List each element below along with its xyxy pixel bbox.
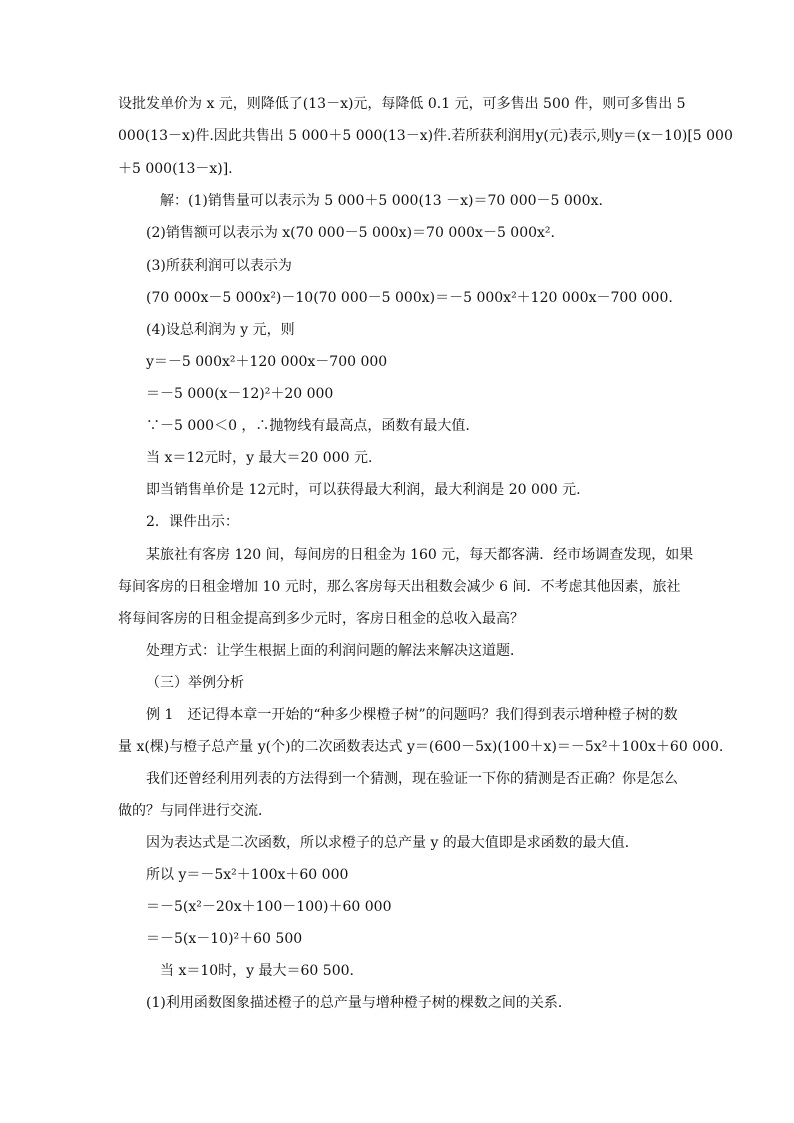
- text-line: 设批发单价为 x 元，则降低了(13－x)元，每降低 0.1 元，可多售出 500 件，则可多售出 5: [118, 96, 686, 112]
- text-line: 例 1 还记得本章一开始的“种多少棵橙子树”的问题吗？我们得到表示增种橙子树的数: [146, 707, 678, 723]
- text-line: ∵－5 000＜0 ，∴抛物线有最高点，函数有最大值.: [146, 418, 470, 434]
- section-heading: （三）举例分析: [146, 675, 244, 691]
- text-line: 处理方式：让学生根据上面的利润问题的解法来解决这道题．: [146, 643, 524, 659]
- text-line: (4)设总利润为 y 元，则: [146, 322, 295, 338]
- text-line: 我们还曾经利用列表的方法得到一个猜测，现在验证一下你的猜测是否正确？你是怎么: [146, 771, 678, 787]
- text-line: 量 x(棵)与橙子总产量 y(个)的二次函数表达式 y＝(600－5x)(100＋x)＝－5x²＋100x＋60 000.: [118, 739, 724, 755]
- text-line: (2)销售额可以表示为 x(70 000－5 000x)＝70 000x－5 000x².: [146, 225, 555, 241]
- text-line: ＋5 000(13－x)].: [118, 161, 233, 177]
- text-line: 当 x＝12元时，y 最大＝20 000 元.: [146, 450, 373, 466]
- text-line: (70 000x－5 000x²)－10(70 000－5 000x)＝－5 000x²＋120 000x－700 000.: [146, 290, 673, 306]
- text-line: 所以 y＝－5x²＋100x＋60 000: [146, 867, 349, 883]
- text-line: 因为表达式是二次函数，所以求橙子的总产量 y 的最大值即是求函数的最大值．: [146, 835, 639, 851]
- text-line: 即当销售单价是 12元时，可以获得最大利润，最大利润是 20 000 元.: [146, 482, 581, 498]
- text-line: 每间客房的日租金增加 10 元时，那么客房每天出租数会减少 6 间．不考虑其他因素，旅社: [118, 579, 681, 595]
- text-line: ＝－5 000(x－12)²＋20 000: [146, 386, 334, 402]
- section-heading: 2．课件出示：: [146, 514, 239, 530]
- text-line: 做的？与同伴进行交流．: [118, 803, 272, 819]
- text-line: (3)所获利润可以表示为: [146, 258, 292, 274]
- text-line: 某旅社有客房 120 间，每间房的日租金为 160 元，每天都客满．经市场调查发现，如果: [146, 547, 694, 563]
- text-line: (1)利用函数图象描述橙子的总产量与增种橙子树的棵数之间的关系．: [146, 995, 572, 1011]
- text-line: 解：(1)销售量可以表示为 5 000＋5 000(13 －x)＝70 000－5 000x.: [160, 193, 603, 209]
- text-line: 000(13－x)件.因此共售出 5 000＋5 000(13－x)件.若所获利润用y(元)表示,则y＝(x－10)[5 000: [118, 128, 733, 144]
- text-line: y＝－5 000x²＋120 000x－700 000: [146, 354, 388, 370]
- text-line: 将每间客房的日租金提高到多少元时，客房日租金的总收入最高？: [118, 611, 524, 627]
- text-line: ＝－5(x²－20x＋100－100)＋60 000: [146, 899, 392, 915]
- text-line: 当 x＝10时，y 最大＝60 500.: [160, 963, 354, 979]
- text-line: ＝－5(x－10)²＋60 500: [146, 931, 303, 947]
